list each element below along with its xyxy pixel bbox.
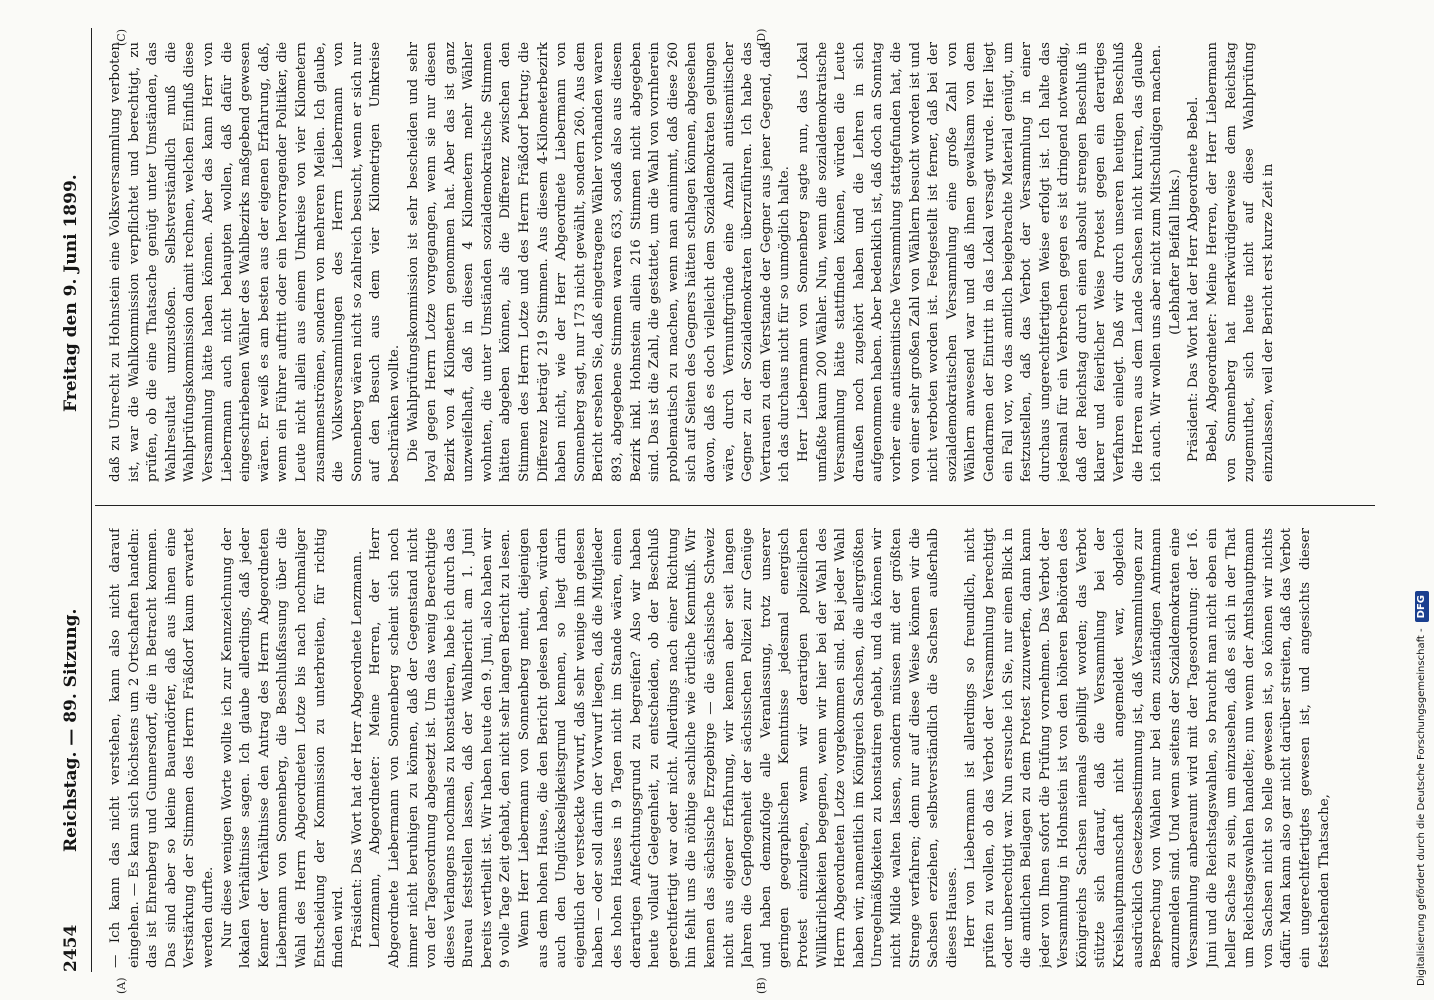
paragraph: Nur diese wenigen Worte wollte ich zur Kennzeichnung der lokalen Verhältnisse sagen. Ich glaube allerdings, daß jeder Kenner der Verhältnisse den Antrag des Herrn Abgeordneten Liebermann von Sonnenberg, die Beschlußfassung über die Wahl des Herrn Abgeordneten Lotze bis nach nochmaliger Entscheidung der Kommission zu unterbreiten, für richtig finden wird. <box>219 528 347 968</box>
dfg-logo: DFG <box>1415 591 1429 622</box>
digitization-stamp <box>1412 6 1432 986</box>
paragraph: — Ich kann das nicht verstehen, kann also nicht darauf eingehen. — Es kann sich höchstens um 2 Ortschaften handeln: das ist Ehrenberg und Gunnersdorf, die in Betracht kommen. Das sind aber so kleine Bauerndörfer, daß aus ihnen eine Verstärkung der Stimmen des Herrn Fräßdorf kaum erwartet werden durfte. <box>108 528 216 968</box>
paragraph: Wenn Herr Liebermann von Sonnenberg meint, diejenigen aus dem hohen Hause, die den Bericht gelesen haben, würden auch den Unglückseligkeitsgrund kennen, so liegt darin eigentlich der versteckte Vorwurf, daß sehr wenige ihn gelesen haben — oder soll darin der Vorwurf liegen, daß die Mitglieder des hohen Hauses in 9 Tagen nicht im Stande wären, einen derartigen Anfechtungsgrund zu begreifen? Also wir haben heute vollauf Gelegenheit, zu entscheiden, ob der Beschluß gerechtfertigt war oder nicht. Allerdings nach einer Richtung hin fehlt uns die nöthige sachliche wie örtliche Kenntniß. Wir kennen das sächsische Erzgebirge — die sächsische Schweiz nicht aus eigener Erfahrung, wir kennen aber seit langen Jahren die Gepflogenheit der sächsischen Polizei zur Genüge und haben demzufolge alle Veranlassung, trotz unserer geringen geographischen Kenntnisse jedesmal energisch Protest einzulegen, wenn wir derartigen polizeilichen Willkürlichkeiten begegnen, wenn wir hier bei der Wahl des Herrn Abgeordneten Lotze vorgekommen sind. Bei jeder Wahl haben wir, namentlich im Königreich Sachsen, die allergrößten Unregelmäßigkeiten zu konstatiren gehabt, und da können wir nicht Milde walten lassen, sondern müssen mit der größten Strenge verfahren; denn nur auf diese Weise können wir die Sachsen erziehen, selbstverständlich die Sachsen außerhalb dieses Hauses. <box>517 528 960 968</box>
margin-mark-b: (B) <box>755 977 768 994</box>
paragraph: Herr von Liebermann ist allerdings so freundlich, nicht prüfen zu wollen, ob das Verbot der Versammlung berechtigt oder unberechtigt war. Nun ersuche ich Sie, nur einen Blick in die amtlichen Beilagen zu dem Protest zuzuwerfen, dann kann jeder von Ihnen sofort die Prüfung vornehmen. Das Verbot der Versammlung in Hohnstein ist von den höheren Behörden des Königreichs Sachsen niemals gebilligt worden; das Verbot stützte sich darauf, daß die Versammlung bei der Kreishauptmannschaft nicht angemeldet war, obgleich ausdrücklich Gesetzesbestimmung ist, daß Versammlungen zur Besprechung von Wahlen nur bei dem zuständigen Amtmann anzumelden sind. Und wenn seitens der Sozialdemokraten eine Versammlung anberaumt wird mit der Tagesordnung: der 16. Juni und die Reichstagswahlen, so braucht man nicht eben ein heller Sachse zu sein, um einzusehen, daß es sich in der That um Reichstagswahlen handelte; nun wenn der Amtshauptmann von Sachsen nicht so helle gewesen ist, so können wir nichts dafür. Man kann also gar nicht darüber streiten, daß das Verbot ein ungerechtfertigtes gewesen ist, und angesichts dieser feststehenden Thatsache, <box>963 528 1332 968</box>
header-rule <box>91 28 92 972</box>
right-column <box>107 42 1375 482</box>
column-divider <box>95 505 1375 506</box>
paragraph: Bebel, Abgeordneter: Meine Herren, der Herr Liebermann von Sonnenberg hat merkwürdigerweise dem Reichstag zugemuthet, sich heute nicht auf diese Wahlprüfung einzulassen, weil der Bericht erst kurze Zeit in <box>1205 42 1276 482</box>
stamp-text: Digitalisierung gefördert durch die Deutsche Forschungsgemeinschaft - <box>1416 628 1427 986</box>
session-title: Reichstag. — 89. Sitzung. <box>61 608 81 852</box>
page-header <box>55 28 89 972</box>
paragraph: Herr Liebermann von Sonnenberg sagte nun, das Lokal umfaßte kaum 200 Wähler. Nun, wenn die sozialdemokratische Versammlung hätte stattfinden können, würden die Leute draußen noch zugehört haben und die Lehren in sich aufgenommen haben. Aber bedenklich ist, daß doch an Sonntag vorher eine antisemitische Versammlung stattgefunden hat, die von einer sehr großen Zahl von Wählern besucht worden ist und nicht verboten worden ist. Festgestellt ist ferner, daß bei der sozialdemokratischen Versammlung eine große Zahl von Wählern anwesend war und daß ihnen gewaltsam von dem Gendarmen der Eintritt in das Lokal versagt wurde. Hier liegt ein Fall vor, wo das amtlich beigebrachte Material genügt, um festzustellen, daß das Verbot der Versammlung in einer durchaus ungerechtfertigten Weise erfolgt ist. Ich halte das jedesmal für ein Verbrechen gegen es ist dringend notwendig, daß der Reichstag durch einen absolut strengen Beschluß in klarer und feierlicher Weise Protest gegen ein derartiges Verfahren einlegt. Daß wir durch unseren heutigen Beschluß die Herren aus dem Lande Sachsen nicht kuriren, das glaube ich auch. Wir wollen uns aber nicht zum Mitschuldigen machen. <box>795 42 1165 482</box>
page-number: 2454 <box>61 924 81 972</box>
margin-mark-c: (C) <box>115 29 128 46</box>
paragraph: Die Wahlprüfungskommission ist sehr bescheiden und sehr loyal gegen Herrn Lotze vorgegangen, wenn sie nur diesen Bezirk von 4 Kilometern genommen hat. Aber das ist ganz unzweifelhaft, daß in diesen 4 Kilometern mehr Wähler wohnten, die unter Umständen sozialdemokratische Stimmen hätten abgeben können, als die Differenz zwischen den Stimmen des Herrn Lotze und des Herrn Fräßdorf betrug; die Differenz beträgt 219 Stimmen. Aus diesem 4-Kilometerbezirk haben nicht, wie der Herr Abgeordnete Liebermann von Sonnenberg sagt, nur 173 nicht gewählt, sondern 260. Aus dem Bericht ersehen Sie, daß eingetragene Wähler vorhanden waren 893, abgegebene Stimmen waren 633, sodaß also aus diesem Bezirk inkl. Hohnstein allein 216 Stimmen nicht abgegeben sind. Das ist die Zahl, die gestattet, um die Wahl von vornherein problematisch zu machen, wenn man annimmt, daß diese 260 sich auf Seiten des Gegners hätten schlagen können, abgesehen davon, daß es doch vielleicht dem Sozialdemokraten gelungen wäre, durch Vernunftgründe eine Anzahl antisemitischer Gegner zu der Sozialdemokraten überzuführen. Ich habe das Vertrauen zu dem Verstande der Gegner aus jener Gegend, daß ich das durchaus nicht für so unmöglich halte. <box>405 42 793 482</box>
left-column <box>107 528 1375 968</box>
margin-mark-d: (D) <box>755 28 768 46</box>
margin-mark-a: (A) <box>115 977 128 994</box>
paragraph: Präsident: Das Wort hat der Herr Abgeordnete Lenzmann. <box>349 550 365 948</box>
paragraph: Lenzmann, Abgeordneter: Meine Herren, der Herr Abgeordnete Liebermann von Sonnenberg scheint sich noch immer nicht beruhigen zu können, daß der Gegenstand nicht von der Tagesordnung abgesetzt ist. Um das wenig Berechtigte dieses Verlangens nochmals zu konstatieren, habe ich durch das Bureau feststellen lassen, daß der Wahlbericht am 1. Juni bereits vertheilt ist. Wir haben heute den 9. Juni, also haben wir 9 volle Tage Zeit gehabt, den nicht sehr langen Bericht zu lesen. <box>368 528 514 968</box>
paragraph: (Lebhafter Beifall links.) <box>1167 169 1183 335</box>
paragraph: Präsident: Das Wort hat der Herr Abgeordnete Bebel. <box>1186 96 1202 462</box>
session-date: Freitag den 9. Juni 1899. <box>61 174 81 412</box>
newspaper-page <box>55 28 1375 994</box>
paragraph: daß zu Unrecht zu Hohnstein eine Volksversammlung verboten ist, war die Wahlkommission verpflichtet und berechtigt, zu prüfen, ob die eine Thatsache genügt unter Umständen, das Wahlresultat umzustoßen. Selbstverständlich muß die Wahlprüfungskommission damit rechnen, welchen Einfluß diese Versammlung hätte haben können. Aber das kann Herr von Liebermann auch nicht behaupten wollen, daß dafür die eingeschriebenen Wähler des Wahlbezirks maßgebend gewesen wären. Er weiß es am besten aus der eigenen Erfahrung, daß, wenn ein Führer auftritt oder ein hervorragender Politiker, die Leute nicht allein aus einem Umkreise von vier Kilometern zusammenströmen, sondern von mehreren Meilen. Ich glaube, die Volksversammlungen des Herrn Liebermann von Sonnenberg wären nicht so zahlreich besucht, wenn er sich nur auf den Besuch aus dem vier Kilometrigen Umkreise beschränken wollte. <box>108 42 402 482</box>
